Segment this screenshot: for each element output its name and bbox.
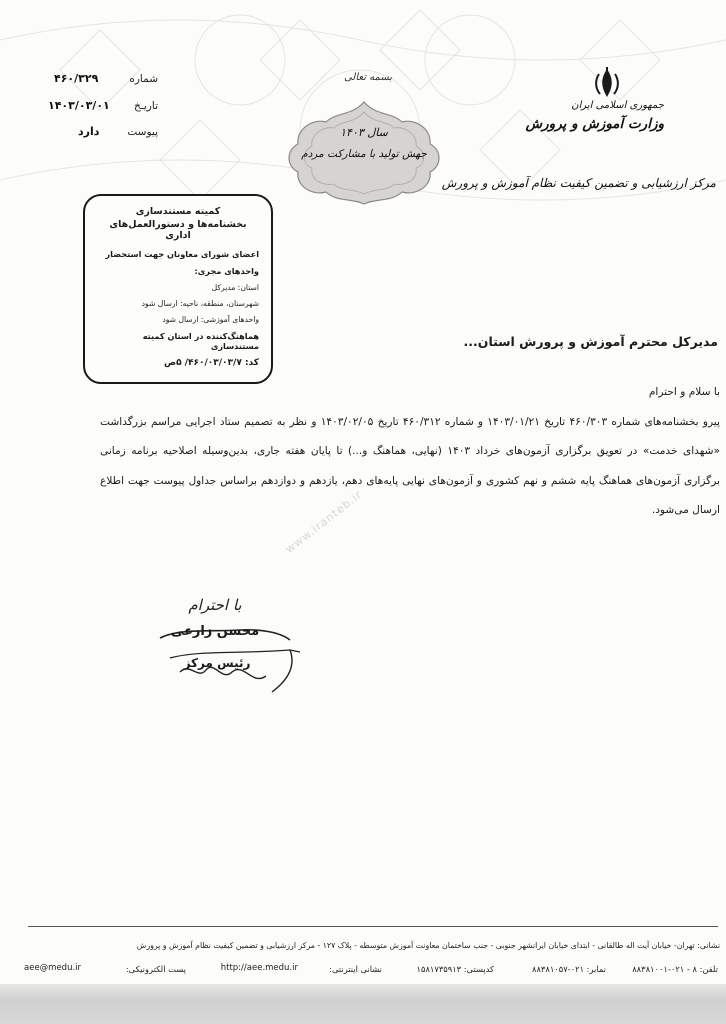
footer-fax: نمابر: ۰۲۱-۸۸۳۸۱۰۵۷ bbox=[532, 964, 606, 974]
stamp-line: استان: مدیرکل bbox=[211, 283, 259, 292]
footer-website-label: نشانی اینترنتی: bbox=[329, 964, 382, 974]
ministry-name: وزارت آموزش و پرورش bbox=[525, 116, 664, 132]
year-badge-line1: سال ۱۴۰۳ bbox=[340, 126, 388, 139]
signer-name: محسن زارعی bbox=[170, 624, 260, 639]
documentation-stamp bbox=[83, 194, 273, 384]
stamp-line: اعضای شورای معاونان جهت استحضار bbox=[105, 249, 259, 259]
date-label: تاریـخ bbox=[134, 100, 158, 112]
stamp-title: کمیته مستندسازی bbox=[135, 206, 221, 217]
number-value: ۴۶۰/۳۲۹ bbox=[54, 72, 99, 85]
footer-email-label: پست الکترونیکی: bbox=[125, 964, 186, 974]
watermark: www.iranteb.ir bbox=[282, 487, 365, 556]
footer-email: aee@medu.ir bbox=[24, 963, 82, 973]
body-paragraph: پیرو بخشنامه‌های شماره ۴۶۰/۳۰۳ تاریخ ۱۴۰۳/۰۱/۲۱ و شماره ۴۶۰/۳۱۲ تاریخ ۱۴۰۳/۰۲/۰۵ و نظر به تصمیم ستاد اجرایی مراسم بزرگداشت «شهدای خدمت» در تعویق برگزاری آزمون‌های خرداد ۱۴۰۳ (نهایی، هماهنگ و...) تا پایان هفته جاری، بدین‌وسیله اصلاحیه برنامه زمانی برگزاری آزمون‌های هماهنگ پایه ششم و نهم کشوری و آزمون‌های نهایی پایه‌های دهم، یازدهم و دوازدهم براساس جداول پیوست جهت اطلاع ارسال می‌شود. bbox=[100, 415, 720, 516]
stamp-line: شهرستان، منطقه، ناحیه: ارسال شود bbox=[141, 299, 259, 308]
number-label: شماره bbox=[129, 73, 158, 85]
stamp-line: هماهنگ‌کننده در استان کمیته مستندسازی bbox=[142, 331, 259, 351]
scan-edge bbox=[0, 984, 726, 1024]
footer-postal: کدپستی: ۱۵۸۱۷۳۵۹۱۳ bbox=[416, 964, 494, 974]
stamp-code: کد: ۴۶۰/۰۳/۰۳/۷/ ۵ص bbox=[163, 358, 259, 368]
stamp-line: واحدهای مجری: bbox=[194, 266, 259, 276]
footer-phone: تلفن: ۸ - ۰۲۱-۸۸۳۸۱۰۰۱ bbox=[632, 964, 718, 974]
signature-greeting: با احترام bbox=[188, 596, 242, 614]
bismillah: بسمه تعالی bbox=[343, 72, 393, 83]
year-badge-line2: جهش تولید با مشارکت مردم bbox=[301, 148, 427, 160]
stamp-line: واحدهای آموزشی: ارسال شود bbox=[162, 315, 259, 324]
footer-website: http://aee.medu.ir bbox=[220, 963, 298, 973]
footer-address: نشانی: تهران- خیابان آیت اله طالقانی - ابتدای خیابان ایرانشهر جنوبی - جنب ساختمان معاونت آموزش متوسطه - پلاک ۱۲۷ - مرکز ارزشیابی و تضمین کیفیت نظام آموزش و پرورش bbox=[136, 941, 720, 950]
greeting: با سلام و احترام bbox=[648, 386, 720, 398]
iran-emblem-icon bbox=[590, 66, 624, 100]
addressee: مدیرکل محترم آموزش و پرورش استان... bbox=[463, 334, 718, 349]
footer-divider bbox=[28, 926, 718, 927]
attachment-label: پیوست bbox=[127, 126, 158, 138]
center-name: مرکز ارزشیابی و تضمین کیفیت نظام آموزش و پرورش bbox=[441, 176, 716, 190]
stamp-subtitle: بخشنامه‌ها و دستورالعمل‌های اداری bbox=[109, 219, 247, 241]
republic-name: جمهوری اسلامی ایران bbox=[571, 100, 664, 111]
attachment-value: دارد bbox=[78, 125, 100, 138]
signer-title: رئیس مرکز bbox=[183, 656, 251, 670]
date-value: ۱۴۰۳/۰۳/۰۱ bbox=[48, 99, 110, 112]
